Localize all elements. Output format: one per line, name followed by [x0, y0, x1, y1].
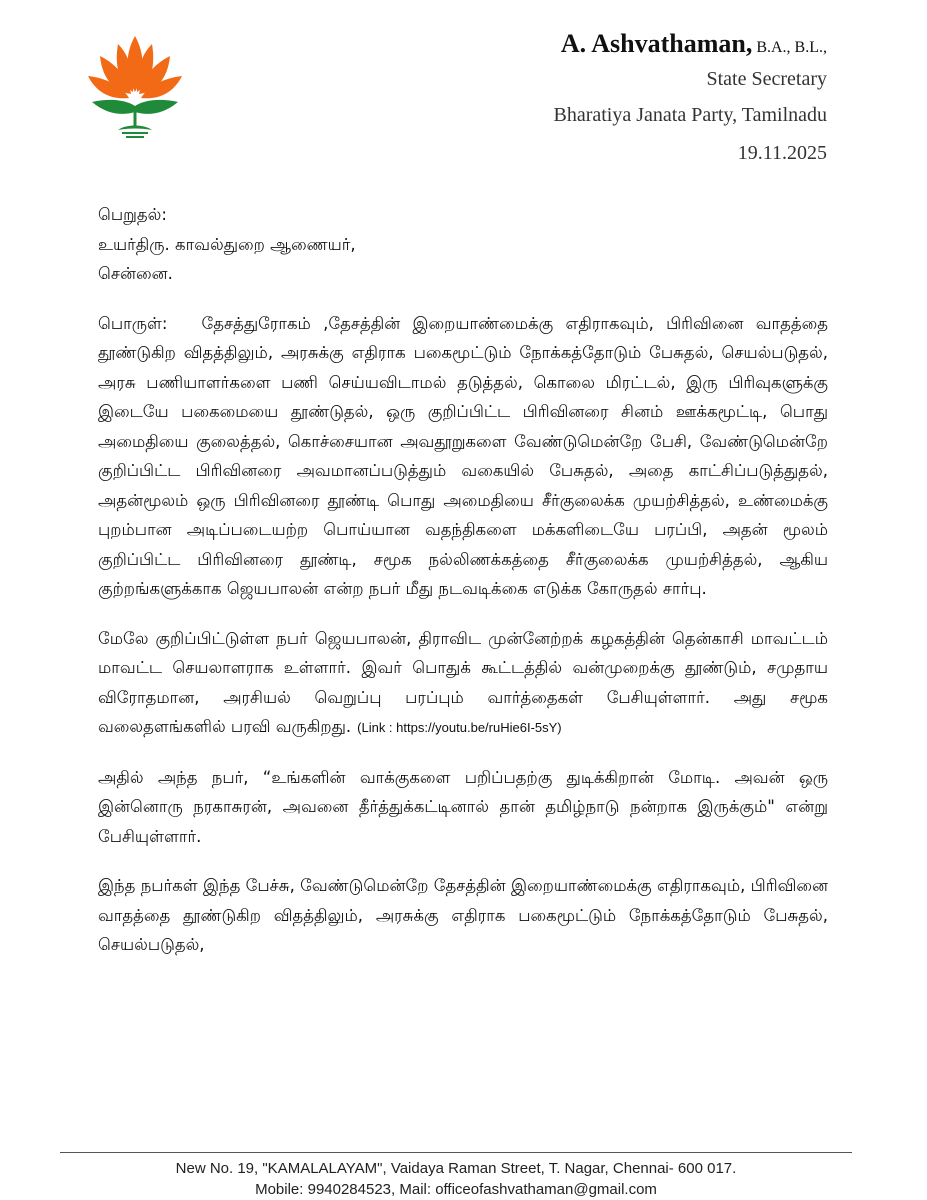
recipient-line-1: உயர்திரு. காவல்துறை ஆணையர்,	[98, 234, 356, 254]
sender-qualifications: B.A., B.L.,	[756, 39, 827, 56]
lotus-logo-icon	[78, 28, 193, 143]
recipient-block	[98, 200, 828, 289]
footer-contact: Mobile: 9940284523, Mail: officeofashvathaman@gmail.com	[255, 1181, 657, 1198]
letter-date: 19.11.2025	[737, 142, 827, 164]
sender-designation: State Secretary	[706, 68, 827, 90]
recipient-label: பெறுதல்:	[98, 205, 167, 224]
subject-text: தேசத்துரோகம் ,தேசத்தின் இறையாண்மைக்கு எதிராகவும், பிரிவினை வாதத்தை தூண்டுகிற விதத்திலும், அரசுக்கு எதிராக பகைமூட்டும் நோக்கத்தோடும் பேசுதல், செயல்படுதல், அரசு பணியாளர்களை பணி செய்யவிடாமல் தடுத்தல், கொலை மிரட்டல், இரு பிரிவுகளுக்கு இடையே பகைமையை தூண்டுதல், ஒரு குறிப்பிட்ட பிரிவினரை சினம் ஊக்கமூட்டி, பொது அமைதியை குலைத்தல், கொச்சையான அவதூறுகளை வேண்டுமென்றே பேசி, வேண்டுமென்றே குறிப்பிட்ட பிரிவினரை அவமானப்படுத்தும் வகையில் பேசுதல், அதை காட்சிப்படுத்துதல், அதன்மூலம் ஒரு பிரிவினரை தூண்டி பொது அமைதியை சீர்குலைக்க முயற்சித்தல், உண்மைக்கு புறம்பான அடிப்படையற்ற பொய்யான வதந்திகளை மக்களிடையே பரப்பி, அதன் மூலம் குறிப்பிட்ட பிரிவினரை தூண்டி, சமூக நல்லிணக்கத்தை சீர்குலைக்க முயற்சித்தல், ஆகிய குற்றங்களுக்காக ஜெயபாலன் என்ற நபர் மீது நடவடிக்கை எடுக்க கோருதல் சார்பு.	[98, 313, 828, 598]
body-paragraph-3: இந்த நபர்கள் இந்த பேச்சு, வேண்டுமென்றே தேசத்தின் இறையாண்மைக்கு எதிராகவும், பிரிவினை வாதத்தை தூண்டுகிற விதத்திலும், அரசுக்கு எதிராக பகைமூட்டும் நோக்கத்தோடும் பேசுதல், செயல்படுதல்,	[98, 876, 828, 954]
body-paragraph-2: அதில் அந்த நபர், “உங்களின் வாக்குகளை பறிப்பதற்கு துடிக்கிறான் மோடி. அவன் ஒரு இன்னொரு நரகாசுரன், அவனை தீர்த்துக்கட்டினால் தான் தமிழ்நாடு நன்றாக இருக்கும்" என்று பேசியுள்ளார்.	[98, 767, 828, 846]
sender-party: Bharatiya Janata Party, Tamilnadu	[553, 104, 827, 126]
letterhead	[553, 28, 827, 168]
letterhead-footer	[60, 1152, 852, 1200]
video-link[interactable]: (Link : https://youtu.be/ruHie6I-5sY)	[357, 720, 562, 735]
body-paragraph-1	[98, 624, 828, 743]
sender-name: A. Ashvathaman,	[560, 29, 753, 58]
recipient-line-2: சென்னை.	[98, 264, 173, 283]
body-paragraph-1-text: மேலே குறிப்பிட்டுள்ள நபர் ஜெயபாலன், திராவிட முன்னேற்றக் கழகத்தின் தென்காசி மாவட்டம் மாவட்ட செயலாளராக உள்ளார். இவர் பொதுக் கூட்டத்தில் வன்முறைக்கு தூண்டும், சமுதாய விரோதமான, அரசியல் வெறுப்பு பரப்பும் வார்த்தைகள் பேசியுள்ளார். அது சமூக வலைதளங்களில் பரவி வருகிறது.	[98, 628, 828, 736]
footer-address: New No. 19, "KAMALALAYAM", Vaidaya Raman Street, T. Nagar, Chennai- 600 017.	[175, 1160, 737, 1177]
subject-label: பொருள்:	[98, 313, 168, 333]
sender-name-line	[553, 28, 827, 64]
subject-paragraph	[98, 309, 828, 604]
letter-body	[98, 200, 828, 980]
